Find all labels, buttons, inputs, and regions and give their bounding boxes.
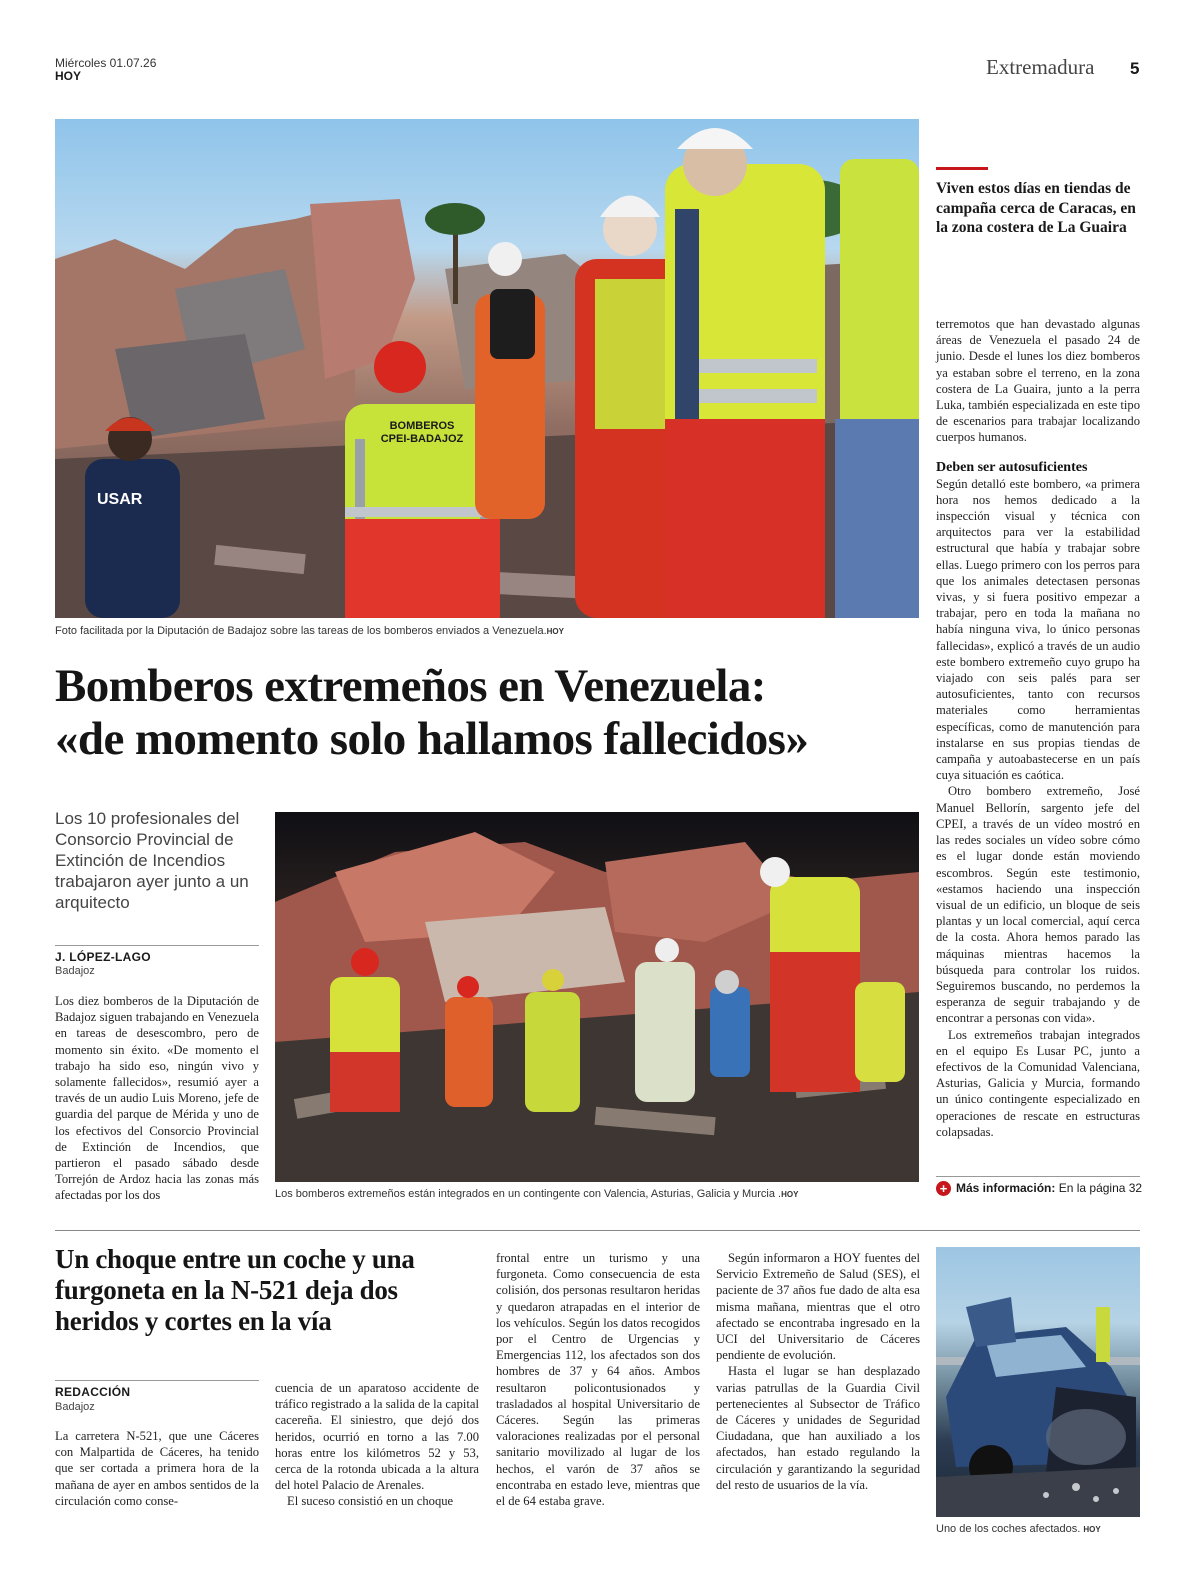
story1-right-paragraph-3: Otro bombero extremeño, José Manuel Bellorín, sargento jefe del CPEI, a través de un vídeo mostró en las redes sociales un vídeo sobre cómo es el lugar donde están moviendo escombros. Según este testimonio, «estamos haciendo una inspección visual de un edificio, un bloque de seis plantas y un local comercial, aquí cerca de la costa. Ahora hemos parado las máquinas mientras hacemos la búsqueda para controlar los ruidos. Seguiremos buscando, no perdemos la esperanza de seguir trabajando y de encontrar a personas con vida». bbox=[936, 784, 1140, 1026]
rescue-photo-night bbox=[275, 812, 919, 1182]
story1-right-paragraph-2: Según detalló este bombero, «a primera hora nos hemos dedicado a la inspección visual y técnica con arquitectos para ver la estabilidad estructural que había y trabajar sobre ellas. Luego primero con los perros para que los animales detectasen personas vivas, y si fuera positivo empezar a trabajar, pero en toda la mañana no había ninguna viva, lo único personas fallecidas», explicó a través de un audio este bombero extremeño cuyo grupo ha viajado con seis palés para ser autosuficientes, tanto con recursos materiales como herramientas específicas, como de manutención para instalarse en sus propias tiendas de campaña y autoabastecerse en un país cuya situación es caótica. bbox=[936, 476, 1140, 783]
photo1-caption: Foto facilitada por la Diputación de Badajoz sobre las tareas de los bomberos enviados a Venezuela. bbox=[55, 625, 547, 637]
photo1-caption-line bbox=[55, 624, 919, 639]
photo3-caption: Uno de los coches afectados. bbox=[936, 1523, 1081, 1535]
photo2-caption-line bbox=[275, 1187, 925, 1202]
story1-right-column bbox=[936, 316, 1140, 1140]
story2-col2-paragraph-2: El suceso consistió en un choque bbox=[287, 1494, 454, 1509]
story2-col4-paragraph-1: Según informaron a HOY fuentes del Servicio Extremeño de Salud (SES), el paciente de 37 años fue dado de alta esa misma mañana, mientras que el otro afectado se encontraba ingresado en la UCI del Universitario de Cáceres pendiente de evolución. bbox=[716, 1251, 920, 1363]
more-info-label: Más información: bbox=[956, 1181, 1056, 1195]
more-info-page: En la página 32 bbox=[1058, 1181, 1143, 1195]
newspaper-name: HOY bbox=[55, 69, 82, 83]
crashed-car-photo bbox=[936, 1247, 1140, 1517]
story2-col4-paragraph-2: Hasta el lugar se han desplazado varias patrullas de la Guardia Civil pertenecientes al Subsector de Tráfico de Cáceres y unidades de Seguridad Ciudadana, que han auxiliado a los afectados, han estado regulando la circulación y garantizando la seguridad del resto de usuarios de la vía. bbox=[716, 1364, 920, 1492]
story1-left-paragraph: Los diez bomberos de la Diputación de Badajoz siguen trabajando en Venezuela en tareas de desescombro, pero de momento sin éxito. «De momento el trabajo ha sido eso, ningún vivo y solamente fallecidos», resumió ayer a través de un audio Luis Moreno, jefe de guardia del parque de Mérida y uno de los efectivos del Consorcio Provincial de Extinción de Incendios, que partieron el pasado sábado desde Torrejón de Ardoz hacia las zonas más afectadas por los dos bbox=[55, 994, 259, 1203]
vest-bomberos-text: BOMBEROS bbox=[389, 420, 455, 432]
story1-right-paragraph-1: terremotos que han devastado algunas áreas de Venezuela el pasado 24 de junio. Desde el lunes los diez bomberos ya estaban sobre el terreno, en la zona costera de La Guaira, junto a la perra Luka, también especializada en este tipo de escenarios para trabajar localizando cuerpos humanos. bbox=[936, 317, 1140, 445]
main-headline-line-2: «de momento solo hallamos fallecidos» bbox=[55, 713, 809, 765]
page-number: 5 bbox=[1130, 59, 1140, 78]
story1-left-column bbox=[55, 993, 259, 1204]
story2-byline-rule bbox=[55, 1380, 259, 1381]
crashed-car-photo-art bbox=[936, 1247, 1140, 1517]
page-date: Miércoles 01.07.26 bbox=[55, 56, 157, 70]
section-title: Extremadura bbox=[986, 55, 1095, 79]
mas-info-rule bbox=[936, 1176, 1140, 1177]
story-separator bbox=[55, 1230, 1140, 1231]
story2-place: Badajoz bbox=[55, 1401, 95, 1413]
story2-column-2 bbox=[275, 1380, 479, 1510]
photo1-credit: HOY bbox=[546, 627, 564, 636]
more-info-link[interactable] bbox=[936, 1180, 1142, 1196]
story1-right-paragraph-4: Los extremeños trabajan integrados en el equipo Es Lusar PC, junto a efectivos de la Comunidad Valenciana, Asturias, Galicia y Murcia, formando un único contingente especializado en operaciones de rescate en estructuras colapsadas. bbox=[936, 1027, 1140, 1139]
story2-col2-paragraph-1: cuencia de un aparatoso accidente de tráfico registrado a la salida de la capital cacereña. El siniestro, que dejó dos heridos, ocurrió en torno a las 7.00 horas entre los kilómetros 52 y 53, cerca de la rotonda ubicada a la altura del hotel Palacio de Arenales. bbox=[275, 1381, 479, 1493]
story2-col3-paragraph: frontal entre un turismo y una furgoneta. Como consecuencia de esta colisión, dos personas resultaron heridas y quedaron atrapadas en el interior de los vehículos. Según los datos recogidos por el Centro de Urgencias y Emergencias 112, los afectados son dos hombres de 37 y 64 años. Ambos resultaron policontusionados y trasladados al hospital Universitario de Cáceres. Según las primeras valoraciones realizadas por el personal sanitario movilizado al lugar de los hechos, el varón de 37 años se encontraba en estado leve, mientras que el de 64 estaba grave. bbox=[496, 1251, 700, 1509]
story2-byline: REDACCIÓN bbox=[55, 1385, 131, 1399]
story2-column-4 bbox=[716, 1250, 920, 1493]
rescue-photo-daylight bbox=[55, 119, 919, 618]
story1-place: Badajoz bbox=[55, 965, 95, 977]
story1-byline: J. LÓPEZ-LAGO bbox=[55, 950, 151, 964]
story2-headline: Un choque entre un coche y una furgoneta en la N-521 deja dos heridos y cortes en la vía bbox=[55, 1244, 415, 1336]
story2-column-1 bbox=[55, 1428, 259, 1509]
main-headline-line-1: Bomberos extremeños en Venezuela: bbox=[55, 660, 766, 712]
photo3-credit: HOY bbox=[1083, 1525, 1101, 1534]
story1-subhead: Deben ser autosuficientes bbox=[936, 459, 1088, 475]
vest-cpei-text: CPEI-BADAJOZ bbox=[380, 433, 464, 445]
story1-deck: Los 10 profesionales del Consorcio Provincial de Extinción de Incendios trabajaron ayer junto a un arquitecto bbox=[55, 809, 249, 912]
main-headline bbox=[55, 660, 925, 766]
story2-col1-paragraph: La carretera N-521, que une Cáceres con Malpartida de Cáceres, ha tenido que ser cortada a primera hora de la mañana de ayer en ambos sentidos de la circulación como conse- bbox=[55, 1429, 259, 1508]
rescue-photo-night-art bbox=[275, 812, 919, 1182]
usar-vest-text: USAR bbox=[97, 491, 143, 508]
plus-icon: + bbox=[936, 1181, 951, 1196]
story2-column-3 bbox=[496, 1250, 700, 1509]
pull-quote: Viven estos días en tiendas de campaña cerca de Caracas, en la zona costera de La Guaira bbox=[936, 180, 1136, 236]
byline-rule bbox=[55, 945, 259, 946]
photo2-credit: HOY bbox=[781, 1190, 799, 1199]
photo2-caption: Los bomberos extremeños están integrados en un contingente con Valencia, Asturias, Galicia y Murcia . bbox=[275, 1188, 782, 1200]
rescue-photo-daylight-art bbox=[55, 119, 919, 618]
photo3-caption-line bbox=[936, 1522, 1140, 1537]
accent-bar bbox=[936, 167, 988, 170]
